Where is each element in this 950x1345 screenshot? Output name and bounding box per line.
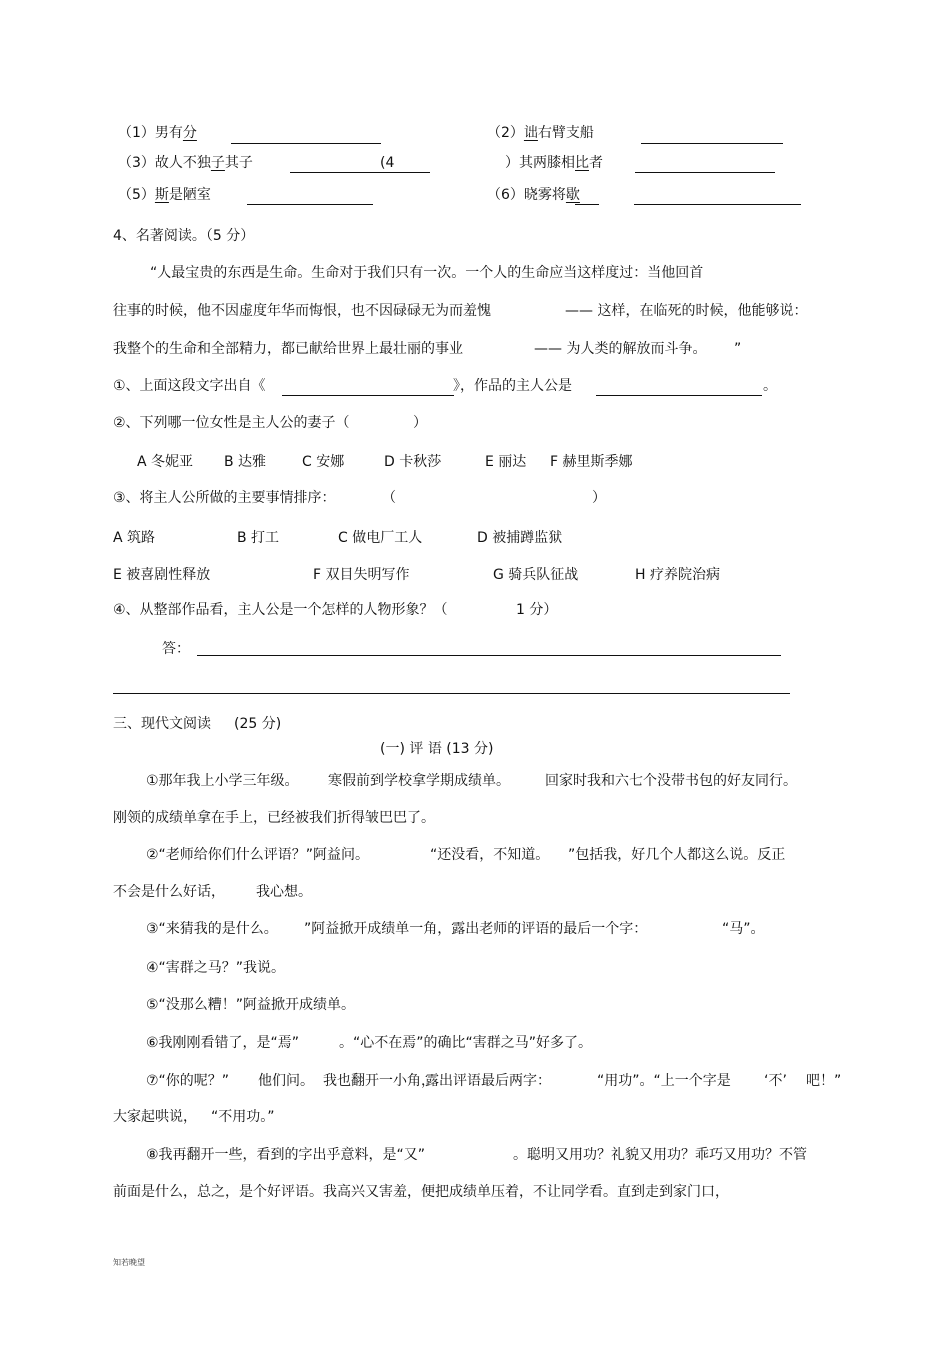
- item-4: [505, 154, 603, 172]
- q2-option-b: B 达雅: [224, 454, 267, 470]
- item-2: [487, 124, 594, 142]
- item-3-rest: 其子: [224, 155, 253, 171]
- item-6-label: （6）晓雾将: [487, 187, 566, 203]
- item-5-rest: 是陋室: [168, 187, 211, 203]
- item-4-key: 比: [575, 155, 589, 171]
- q2-option-e: E 丽达: [485, 454, 527, 470]
- item-1-label: （1）男有: [118, 125, 183, 141]
- q3-event-h: H 疗养院治病: [635, 567, 720, 583]
- q3-event-c: C 做电厂工人: [338, 530, 423, 546]
- item-6: [487, 186, 580, 204]
- q3-event-d: D 被捕蹲监狱: [477, 530, 563, 546]
- question-3-open: （: [382, 490, 396, 506]
- q2-option-d: D 卡秋莎: [384, 454, 442, 470]
- para-1c: 回家时我和六七个没带书包的好友同行。: [545, 773, 797, 789]
- page-footer: 知若晚望: [113, 1258, 145, 1267]
- para-8a: ⑧我再翻开一些，看到的字出乎意料，是“又”: [146, 1147, 426, 1163]
- section-3-score: (25 分): [234, 716, 282, 732]
- item-1-key: 分: [182, 125, 197, 141]
- answer-blank-2[interactable]: [641, 127, 783, 144]
- question-1-part-a: ①、上面这段文字出自《: [113, 378, 266, 394]
- para-2d: 不会是什么好话，: [113, 884, 225, 900]
- item-2-rest: 右臂支船: [537, 125, 594, 141]
- q2-option-a: A 冬妮亚: [137, 454, 194, 470]
- para-5: ⑤“没那么糟！”阿益掀开成绩单。: [146, 997, 356, 1013]
- question-2: ②、下列哪一位女性是主人公的妻子（: [113, 415, 350, 431]
- para-2a: ②“老师给你们什么评语？”阿益问。: [146, 847, 370, 863]
- quote-line-2a: 往事的时候，他不因虚度年华而悔恨，也不因碌碌无为而羞愧: [113, 303, 491, 319]
- item-1: [118, 124, 197, 142]
- q3-event-a: A 筑路: [113, 530, 156, 546]
- protagonist-blank[interactable]: [596, 379, 762, 396]
- para-6b: 。“心不在焉”的确比“害群之马”好多了。: [339, 1035, 593, 1051]
- item-5-label: （5）: [118, 187, 155, 203]
- passage-title: (一) 评 语 (13 分): [380, 741, 494, 757]
- para-3c: “马”。: [722, 921, 765, 937]
- question-4-score: 1 分）: [516, 602, 558, 618]
- book-title-blank[interactable]: [282, 379, 454, 396]
- para-7h: 大家起哄说，: [113, 1109, 197, 1125]
- section-4-heading: 4、名著阅读。（5 分）: [113, 228, 255, 244]
- answer-blank-6[interactable]: [634, 188, 801, 205]
- answer-blank-4[interactable]: [635, 156, 775, 173]
- para-7i: “不用功。”: [211, 1109, 275, 1125]
- item-5: [118, 186, 211, 204]
- q2-option-f: F 赫里斯季娜: [550, 454, 633, 470]
- item-5-key: 斯: [154, 187, 169, 203]
- answer-line-1[interactable]: [197, 639, 781, 656]
- para-3a: ③“来猜我的是什么。: [146, 921, 278, 937]
- para-7g: 吧！”: [806, 1073, 842, 1089]
- answer-blank-3[interactable]: [290, 156, 430, 173]
- para-2c: ”包括我，好几个人都这么说。反正: [568, 847, 786, 863]
- item-2-label: （2）: [487, 125, 524, 141]
- item-4-rest: 者: [589, 155, 603, 171]
- para-2e: 我心想。: [256, 884, 312, 900]
- item-4-label: ）其两膝相: [505, 155, 575, 171]
- question-1-part-c: 。: [763, 378, 777, 394]
- para-8b: 。聪明又用功？礼貌又用功？乖巧又用功？不管: [513, 1147, 807, 1163]
- quote-line-2b: —— 这样，在临死的时候，他能够说：: [565, 303, 808, 319]
- item-6-key: 歇: [565, 187, 580, 203]
- item-6-underline: [575, 188, 599, 205]
- question-1-part-b: 》，作品的主人公是: [453, 378, 572, 394]
- para-7f: ‘不’: [764, 1073, 787, 1089]
- answer-label: 答：: [162, 641, 190, 657]
- quote-line-3b: —— 为人类的解放而斗争。: [534, 341, 707, 357]
- q3-event-g: G 骑兵队征战: [493, 567, 579, 583]
- q3-event-b: B 打工: [237, 530, 280, 546]
- para-4: ④“害群之马？”我说。: [146, 960, 286, 976]
- quote-line-1: “人最宝贵的东西是生命。生命对于我们只有一次。一个人的生命应当这样度过：当他回首: [150, 265, 704, 281]
- para-1d: 刚领的成绩单拿在手上，已经被我们折得皱巴巴了。: [113, 810, 435, 826]
- para-1b: 寒假前到学校拿学期成绩单。: [328, 773, 510, 789]
- q3-event-e: E 被喜剧性释放: [113, 567, 211, 583]
- answer-line-2[interactable]: [113, 677, 790, 694]
- item-3: [118, 154, 253, 172]
- question-3: ③、将主人公所做的主要事情排序：: [113, 490, 336, 506]
- para-8c: 前面是什么，总之，是个好评语。我高兴又害羞，便把成绩单压着，不让同学看。直到走到家门口，: [113, 1184, 729, 1200]
- q2-option-c: C 安娜: [302, 454, 345, 470]
- answer-blank-1[interactable]: [231, 127, 381, 144]
- para-7a: ⑦“你的呢？”: [146, 1073, 230, 1089]
- para-3b: ”阿益掀开成绩单一角，露出老师的评语的最后一个字：: [304, 921, 648, 937]
- item-3-key: 子: [210, 155, 225, 171]
- quote-line-3c: ”: [734, 341, 742, 357]
- para-6a: ⑥我刚刚看错了，是“焉”: [146, 1035, 300, 1051]
- question-2-close: ）: [413, 415, 427, 431]
- para-7d: 露出评语最后两字：: [425, 1073, 551, 1089]
- question-4: ④、从整部作品看，主人公是一个怎样的人物形象？（: [113, 602, 448, 618]
- para-2b: “还没看，不知道。: [430, 847, 550, 863]
- para-7e: “用功”。“上一个字是: [597, 1073, 731, 1089]
- answer-blank-5[interactable]: [247, 188, 373, 205]
- para-7b: 他们问。: [258, 1073, 314, 1089]
- item-4-number: (4: [380, 155, 395, 171]
- item-3-label: （3）故人不独: [118, 155, 211, 171]
- question-3-close: ）: [592, 490, 606, 506]
- item-2-key: 诎: [523, 125, 538, 141]
- q3-event-f: F 双目失明写作: [313, 567, 410, 583]
- section-3-heading: 三、现代文阅读: [113, 716, 211, 732]
- para-1a: ①那年我上小学三年级。: [146, 773, 299, 789]
- para-7c: 我也翻开一小角，: [323, 1073, 435, 1089]
- quote-line-3a: 我整个的生命和全部精力，都已献给世界上最壮丽的事业: [113, 341, 463, 357]
